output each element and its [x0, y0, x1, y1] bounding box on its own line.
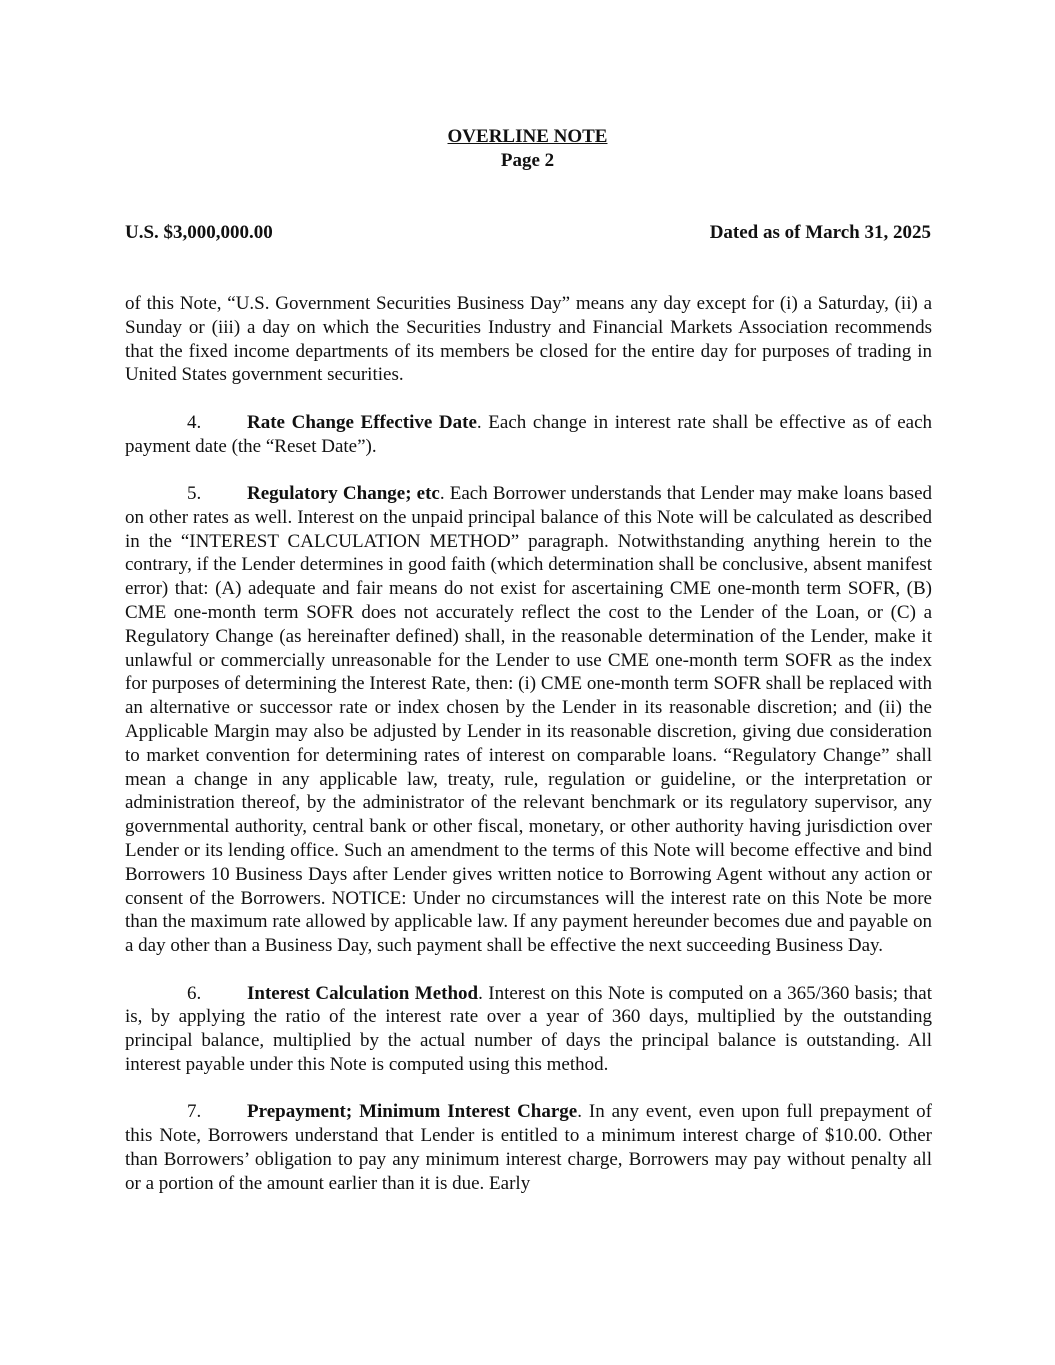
section-7	[125, 1100, 932, 1195]
note-amount: U.S. $3,000,000.00	[125, 222, 273, 243]
section-heading: Prepayment; Minimum Interest Charge	[247, 1101, 578, 1123]
section-text: . Interest on this Note is computed on a 365/360 basis; that is, by applying the ratio of the interest rate over a year of 360 days, multiplied by the outstanding principal balance, multiplied by the actual number of days the principal balance is outstanding. All interest payable under this Note is computed using this method.	[125, 982, 933, 1075]
section-heading: Regulatory Change; etc	[247, 482, 440, 504]
section-heading: Rate Change Effective Date	[247, 411, 477, 433]
continuation-paragraph: of this Note, “U.S. Government Securities Business Day” means any day except for (i) a Saturday, (ii) a Sunday or (iii) a day on which the Securities Industry and Financial Markets Association recommends that the fixed income departments of its members be closed for the entire day for purposes of trading in United States government securities.	[125, 293, 932, 386]
section-5	[125, 482, 932, 958]
section-6	[125, 982, 932, 1077]
section-4	[125, 411, 932, 459]
note-date: Dated as of March 31, 2025	[709, 222, 931, 243]
section-text: . In any event, even upon full prepayment of this Note, Borrowers understand that Lender is entitled to a minimum interest charge of $10.00. Other than Borrowers’ obligation to pay any minimum interest charge, Borrowers may pay without penalty all or a portion of the amount earlier than it is due. Early	[125, 1101, 933, 1194]
section-number: 7.	[187, 1101, 202, 1123]
section-number: 4.	[187, 411, 202, 433]
section-number: 6.	[187, 982, 202, 1004]
section-text: . Each Borrower understands that Lender may make loans based on other rates as well. Interest on the unpaid principal balance of this Note will be calculated as described in the “INTEREST CALCULATION METHOD” paragraph. Notwithstanding anything herein to the contrary, if the Lender determines in good faith (which determination shall be conclusive, absent manifest error) that: (A) adequate and fair means do not exist for ascertaining CME one-month term SOFR, (B) CME one-month term SOFR does not accurately reflect the cost to the Lender of the Loan, or (C) a Regulatory Change (as hereinafter defined) shall, in the reasonable determination of the Lender, make it unlawful or commercially unreasonable for the Lender to use CME one-month term SOFR as the index for purposes of determining the Interest Rate, then: (i) CME one-month term SOFR shall be replaced with an alternative or successor rate or index chosen by the Lender in its reasonable discretion; and (ii) the Applicable Margin may also be adjusted by Lender in its reasonable discretion, giving due consideration to market convention for determining rates of interest on comparable loans. “Regulatory Change” shall mean a change in any applicable law, treaty, rule, regulation or guideline, or the interpretation or administration thereof, by the administrator of the relevant benchmark or its regulatory supervisor, any governmental authority, central bank or other fiscal, monetary, or other authority having jurisdiction over Lender or its lending office. Such an amendment to the terms of this Note will become effective and bind Borrowers 10 Business Days after Lender gives written notice to Borrowing Agent without any action or consent of the Borrowers. NOTICE: Under no circumstances will the interest rate on this Note be more than the maximum rate allowed by applicable law. If any payment hereunder becomes due and payable on a day other than a Business Day, such payment shall be effective the next succeeding Business Day.	[125, 482, 932, 957]
page-label: Page 2	[500, 150, 555, 171]
section-heading: Interest Calculation Method	[247, 982, 479, 1004]
section-text: . Each change in interest rate shall be effective as of each payment date (the “Reset Date”).	[125, 411, 932, 457]
document-title: OVERLINE NOTE	[447, 126, 608, 147]
document-header	[0, 125, 1055, 173]
document-body	[125, 292, 932, 1219]
section-number: 5.	[187, 482, 202, 504]
